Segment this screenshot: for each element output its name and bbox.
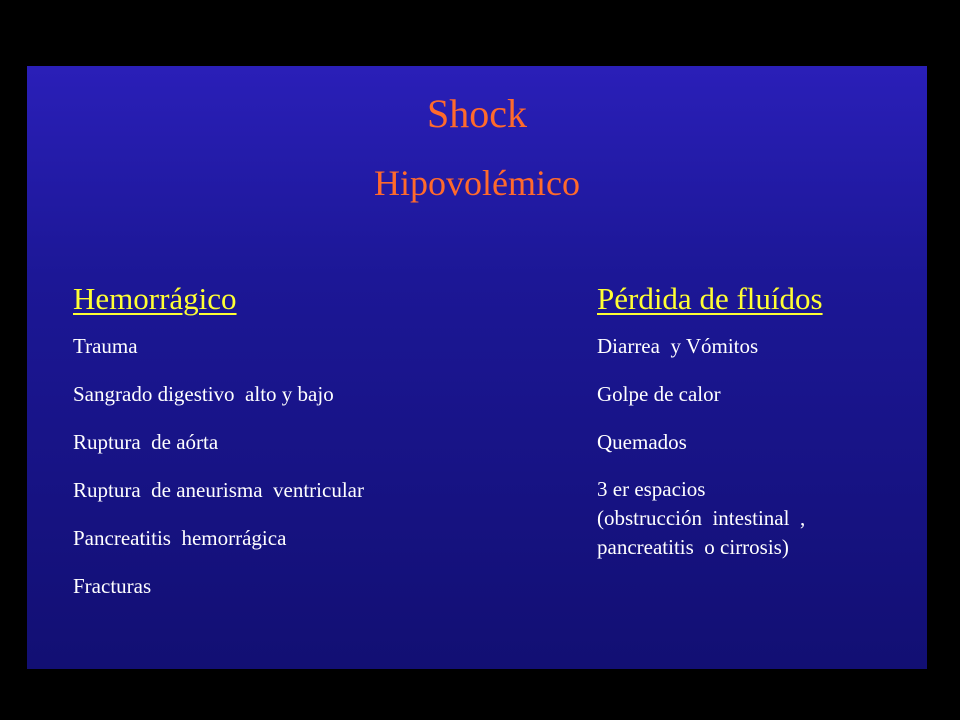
right-column [597,280,917,586]
slide [27,66,927,669]
left-item-trauma: Trauma [73,334,138,358]
left-column [73,280,563,622]
right-item-tercer-espacio: 3 er espacios (obstrucción intestinal , pancreatitis o cirrosis) [597,477,806,559]
right-item-golpe-calor: Golpe de calor [597,382,721,406]
slide-subtitle: Hipovolémico [374,163,580,203]
left-item-sangrado: Sangrado digestivo alto y bajo [73,382,334,406]
left-item-ruptura-aneurisma: Ruptura de aneurisma ventricular [73,478,364,502]
right-item-diarrea: Diarrea y Vómitos [597,334,759,358]
left-item-ruptura-aorta: Ruptura de aórta [73,430,219,454]
slide-title: Shock [427,91,527,136]
left-column-heading: Hemorrágico [73,281,237,316]
right-item-quemados: Quemados [597,430,687,454]
right-column-heading: Pérdida de fluídos [597,281,823,316]
left-item-pancreatitis: Pancreatitis hemorrágica [73,526,287,550]
left-item-fracturas: Fracturas [73,574,152,598]
